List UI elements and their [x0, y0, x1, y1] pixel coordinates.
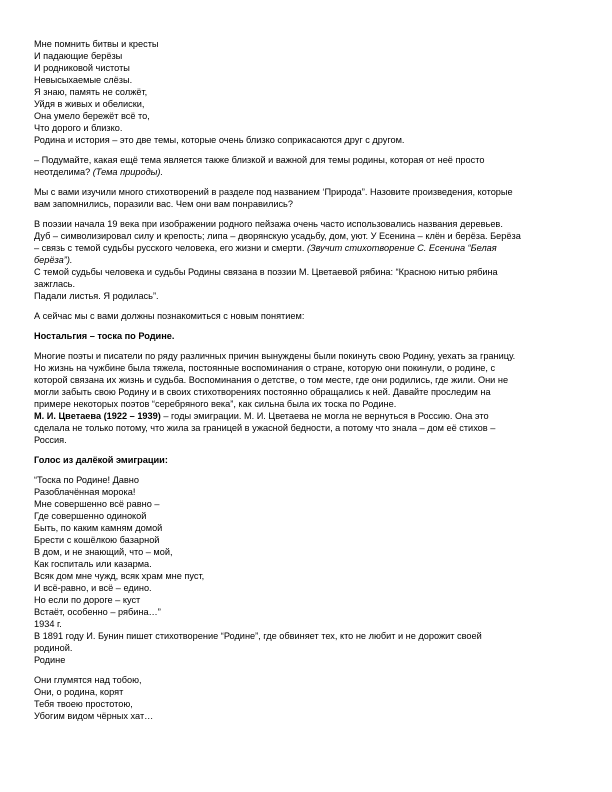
- text-segment: Но жизнь на чужбине была тяжела, постоянные воспоминания о стране, которую они покинули, о родине, с: [34, 363, 496, 373]
- text-line: [34, 710, 153, 722]
- text-line: [34, 374, 508, 386]
- text-segment: Где совершенно одинокой: [34, 511, 147, 521]
- text-line: [34, 350, 515, 362]
- text-line: [34, 38, 159, 50]
- text-line: [34, 422, 495, 434]
- text-segment: – Подумайте, какая ещё тема является также близкой и важной для темы родины, которая от неё просто: [34, 155, 485, 165]
- text-line: [34, 546, 173, 558]
- text-segment: родиной.: [34, 643, 73, 653]
- text-segment: В поэзии начала 19 века при изображении родного пейзажа очень часто использовались названия деревьев.: [34, 219, 503, 229]
- text-segment: Россия.: [34, 435, 67, 445]
- text-line: [34, 330, 174, 342]
- text-segment: Мы с вами изучили много стихотворений в разделе под названием ‘Природа”. Назовите произведения, которые: [34, 187, 513, 197]
- text-line: [34, 618, 62, 630]
- text-segment: Невысыхаемые слёзы.: [34, 75, 133, 85]
- text-line: [34, 698, 133, 710]
- text-line: [34, 278, 75, 290]
- text-segment: Родина и история – это две темы, которые очень близко соприкасаются друг с другом.: [34, 135, 405, 145]
- text-segment: Дуб – символизировал силу и крепость; липа – дворянскую усадьбу, дом, уют. У Есенина – клён и берёза. Берёза: [34, 231, 521, 241]
- text-segment: Уйдя в живых и обелиски,: [34, 99, 145, 109]
- text-line: [34, 154, 484, 166]
- text-segment: В 1891 году И. Бунин пишет стихотворение “Родине”, где обвиняет тех, кто не любит и не дорожит своей: [34, 631, 482, 641]
- text-line: [34, 290, 159, 302]
- text-segment: Они глумятся над тобою,: [34, 675, 142, 685]
- text-line: [34, 410, 489, 422]
- bold-text: Голос из далёкой эмиграции:: [34, 455, 168, 465]
- text-line: [34, 398, 396, 410]
- text-line: [34, 434, 67, 446]
- text-line: [34, 74, 132, 86]
- text-line: [34, 98, 144, 110]
- bold-text: М. И. Цветаева (1922 – 1939): [34, 411, 161, 421]
- text-line: [34, 654, 65, 666]
- text-line: [34, 230, 521, 242]
- text-segment: Встаёт, особенно – рябина…”: [34, 607, 161, 617]
- text-segment: Быть, по каким камням домой: [34, 523, 163, 533]
- text-segment: зажглась.: [34, 279, 76, 289]
- text-line: [34, 674, 142, 686]
- text-segment: С темой судьбы человека и судьбы Родины связана в поэзии М. Цветаевой рябина: “Красною нитью рябина: [34, 267, 498, 277]
- text-line: [34, 86, 147, 98]
- text-line: [34, 362, 495, 374]
- text-segment: Мне помнить битвы и кресты: [34, 39, 159, 49]
- text-line: [34, 166, 163, 178]
- text-segment: – связь с темой судьбы русского человека, его жизни и смерти.: [34, 243, 307, 253]
- text-segment: А сейчас мы с вами должны познакомиться с новым понятием:: [34, 311, 305, 321]
- text-segment: И родниковой чистоты: [34, 63, 130, 73]
- text-line: [34, 198, 293, 210]
- text-line: [34, 534, 159, 546]
- text-line: [34, 630, 482, 642]
- text-segment: И падающие берёзы: [34, 51, 123, 61]
- text-segment: Мне совершенно всё равно –: [34, 499, 160, 509]
- text-line: [34, 594, 140, 606]
- text-line: [34, 266, 498, 278]
- text-line: [34, 242, 497, 254]
- italic-text: (Тема природы).: [92, 167, 164, 177]
- text-line: [34, 254, 72, 266]
- text-line: [34, 310, 304, 322]
- text-segment: сделала не только потому, что жила за границей в ужасной бедности, а потому что знала – дом её стихов –: [34, 423, 496, 433]
- text-segment: Всяк дом мне чужд, всяк храм мне пуст,: [34, 571, 205, 581]
- text-line: [34, 110, 150, 122]
- text-segment: Родине: [34, 655, 66, 665]
- text-line: [34, 386, 491, 398]
- text-segment: неотделима?: [34, 167, 93, 177]
- text-line: [34, 50, 122, 62]
- text-segment: 1934 г.: [34, 619, 62, 629]
- text-segment: “Тоска по Родине! Давно: [34, 475, 139, 485]
- text-line: [34, 522, 162, 534]
- text-segment: И всё-равно, и всё – едино.: [34, 583, 152, 593]
- text-line: [34, 474, 139, 486]
- text-segment: Она умело бережёт всё то,: [34, 111, 150, 121]
- text-segment: Многие поэты и писатели по ряду различных причин вынуждены были покинуть свою Родину, уехать за границу.: [34, 351, 516, 361]
- text-line: [34, 510, 146, 522]
- text-line: [34, 606, 161, 618]
- text-line: [34, 642, 72, 654]
- italic-text: берёза”).: [34, 255, 73, 265]
- text-line: [34, 498, 159, 510]
- text-line: [34, 486, 135, 498]
- text-line: [34, 134, 404, 146]
- text-segment: В дом, и не знающий, что – мой,: [34, 547, 173, 557]
- text-segment: Они, о родина, корят: [34, 687, 124, 697]
- italic-text: (Звучит стихотворение С. Есенина “Белая: [306, 243, 497, 253]
- text-line: [34, 570, 204, 582]
- text-segment: примере некоторых поэтов “серебряного века”, как сильна была их тоска по Родине.: [34, 399, 397, 409]
- text-segment: Но если по дороге – куст: [34, 595, 141, 605]
- text-segment: Я знаю, память не солжёт,: [34, 87, 148, 97]
- text-segment: вам запомнились, поразили вас. Чем они вам понравились?: [34, 199, 293, 209]
- text-segment: Что дорого и близко.: [34, 123, 123, 133]
- text-line: [34, 686, 123, 698]
- text-line: [34, 558, 152, 570]
- text-line: [34, 582, 152, 594]
- text-segment: Брести с кошёлкою базарной: [34, 535, 160, 545]
- text-line: [34, 62, 130, 74]
- text-segment: Убогим видом чёрных хат…: [34, 711, 154, 721]
- text-segment: Падали листья. Я родилась”.: [34, 291, 159, 301]
- text-segment: которой связана их жизнь и судьба. Воспоминания о детстве, о том месте, где они родились, где жили. Они не: [34, 375, 509, 385]
- text-line: [34, 186, 513, 198]
- text-line: [34, 218, 503, 230]
- text-line: [34, 122, 122, 134]
- text-segment: – годы эмиграции. М. И. Цветаева не могла не вернуться в Россию. Она это: [160, 411, 489, 421]
- text-segment: Разоблачённая морока!: [34, 487, 136, 497]
- text-segment: Как госпиталь или казарма.: [34, 559, 152, 569]
- text-segment: могли забыть свою Родину и в своих стихотворениях постоянно обращались к ней. Давайте проследим на: [34, 387, 491, 397]
- text-line: [34, 454, 168, 466]
- text-segment: Тебя твоею простотою,: [34, 699, 133, 709]
- bold-text: Ностальгия – тоска по Родине.: [34, 331, 175, 341]
